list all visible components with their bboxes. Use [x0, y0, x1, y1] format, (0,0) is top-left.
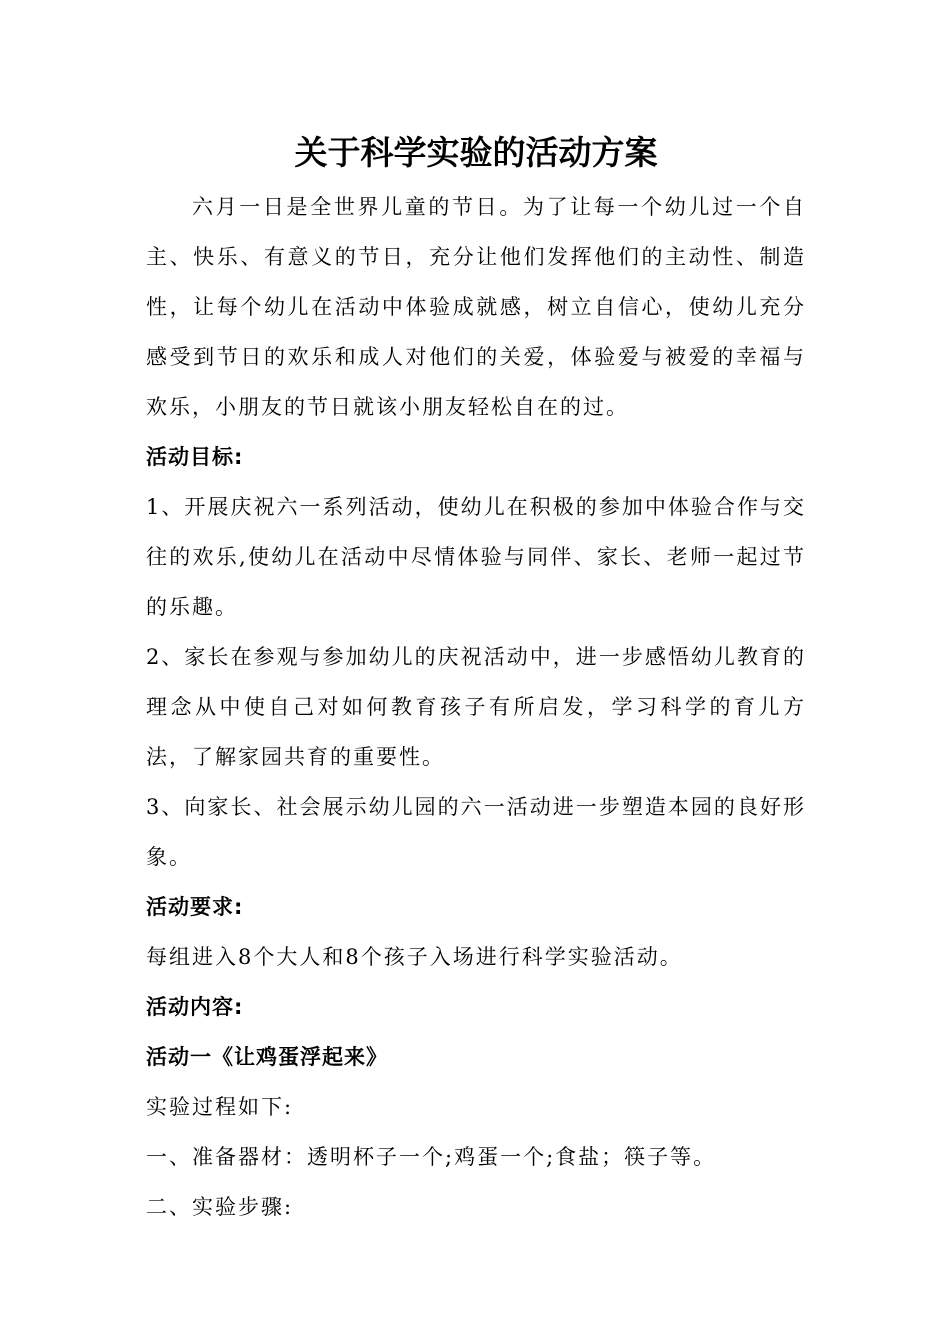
- goal-item-3: 3、向家长、社会展示幼儿园的六一活动进一步塑造本园的良好形象。: [146, 795, 806, 869]
- document-body: [146, 124, 806, 1232]
- page-title: 关于科学实验的活动方案: [294, 133, 658, 172]
- intro-paragraph: 六月一日是全世界儿童的节日。为了让每一个幼儿过一个自主、快乐、有意义的节日，充分让他们发挥他们的主动性、制造性，让每个幼儿在活动中体验成就感，树立自信心，使幼儿充分感受到节日的欢乐和成人对他们的关爱，体验爱与被爱的幸福与欢乐，小朋友的节日就该小朋友轻松自在的过。: [146, 195, 806, 419]
- activity-one-title: 活动一《让鸡蛋浮起来》: [146, 1045, 388, 1069]
- goals-heading: 活动目标:: [146, 445, 244, 469]
- goal-item-2: 2、家长在参观与参加幼儿的庆祝活动中，进一步感悟幼儿教育的理念从中使自己对如何教育孩子有所启发，学习科学的育儿方法，了解家园共育的重要性。: [146, 645, 806, 769]
- goal-item-1: 1、开展庆祝六一系列活动，使幼儿在积极的参加中体验合作与交往的欢乐,使幼儿在活动中尽情体验与同伴、家长、老师一起过节的乐趣。: [146, 495, 806, 619]
- step-two-label: 二、实验步骤:: [146, 1195, 294, 1219]
- requirements-text: 每组进入8个大人和8个孩子入场进行科学实验活动。: [146, 945, 683, 969]
- contents-heading: 活动内容:: [146, 995, 244, 1019]
- process-label: 实验过程如下:: [146, 1095, 294, 1119]
- step-one-materials: 一、准备器材：透明杯子一个;鸡蛋一个;食盐；筷子等。: [146, 1145, 717, 1169]
- requirements-heading: 活动要求:: [146, 895, 244, 919]
